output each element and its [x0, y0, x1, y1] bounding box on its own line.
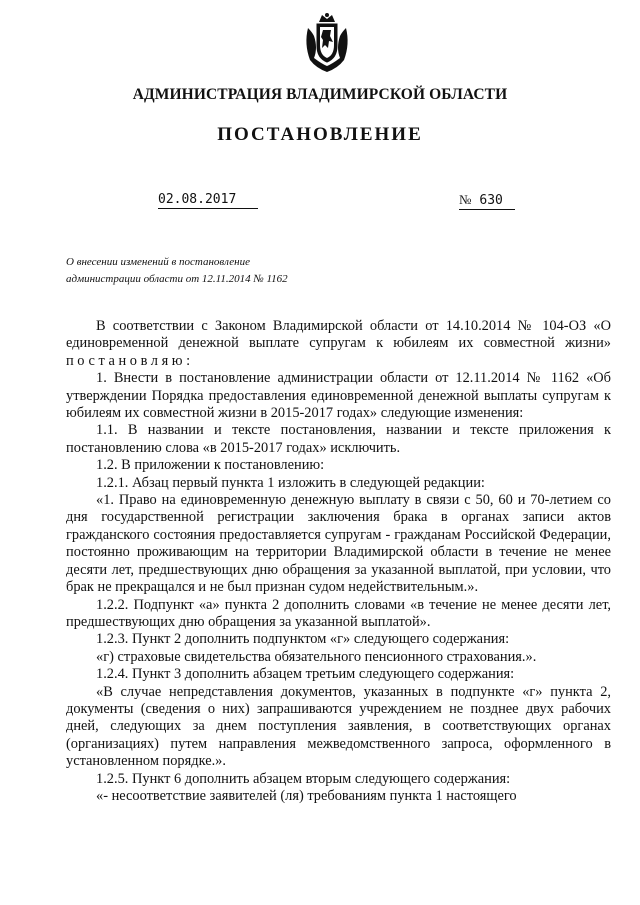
subject-line-2: администрации области от 12.11.2014 № 1162: [66, 273, 288, 285]
preamble-text: В соответствии с Законом Владимирской области от 14.10.2014 № 104-ОЗ «О единовременной денежной выплате супругам к юбилеям их совместной жизни»: [66, 318, 611, 352]
paragraph-1-2-3: 1.2.3. Пункт 2 дополнить подпунктом «г» следующего содержания:: [96, 631, 510, 648]
paragraph-1-2-5: 1.2.5. Пункт 6 дополнить абзацем вторым следующего содержания:: [96, 770, 511, 787]
paragraph-quote-2: «В случае непредставления документов, указанных в подпункте «г» пункта 2, документы (сведения о них) запрашиваются учреждением не позднее двух рабочих дней, следующих за днем поступления заявления, в соответствующих органах (организациях) путем направления межведомственного запроса, оформленного в установленном порядке.».: [66, 683, 611, 770]
paragraph-1-1: 1.1. В названии и тексте постановления, названии и тексте приложения к постановлению слова «в 2015-2017 годах» исключить.: [66, 422, 611, 456]
paragraph-1-2-4: 1.2.4. Пункт 3 дополнить абзацем третьим следующего содержания:: [96, 666, 515, 683]
document-number: 630: [479, 193, 503, 208]
paragraph-1-2-1: 1.2.1. Абзац первый пункта 1 изложить в следующей редакции:: [96, 474, 485, 491]
number-sign: №: [459, 192, 472, 207]
document-date: 02.08.2017: [158, 192, 258, 209]
organization-name: АДМИНИСТРАЦИЯ ВЛАДИМИРСКОЙ ОБЛАСТИ: [132, 86, 508, 103]
paragraph-quote-g: «г) страховые свидетельства обязательного пенсионного страхования.».: [96, 648, 537, 665]
coat-of-arms-icon: [302, 12, 352, 74]
document-body: [66, 318, 611, 805]
paragraph-quote-1: «1. Право на единовременную денежную выплату в связи с 50, 60 и 70-летием со дня государственной регистрации заключения брака в органах записи актов гражданского состояния предоставляется супругам - гражданам Российской Федерации, постоянно проживающим на территории Владимирской области в течение не менее десяти лет, предшествующих дню обращения за указанной выплатой, при условии, что брак не прекращался и не был признан судом недействительным.».: [66, 492, 611, 596]
paragraph-1: 1. Внести в постановление администрации области от 12.11.2014 № 1162 «Об утверждении Порядка предоставления единовременной денежной выплаты супругам к юбилеям их совместной жизни в 2015-2017 годах» следующие изменения:: [66, 370, 611, 422]
paragraph-quote-3: «- несоответствие заявителей (ля) требованиям пункта 1 настоящего: [96, 787, 517, 804]
document-type: ПОСТАНОВЛЕНИЕ: [217, 124, 423, 145]
document-subject: [66, 254, 386, 288]
paragraph-1-2-2: 1.2.2. Подпункт «а» пункта 2 дополнить словами «в течение не менее десяти лет, предшествующих дню обращения за указанной выплатой».: [66, 596, 611, 630]
subject-line-1: О внесении изменений в постановление: [66, 256, 250, 268]
document-number-field: [459, 192, 515, 210]
resolve-word: постановляю:: [66, 352, 194, 369]
paragraph-1-2: 1.2. В приложении к постановлению:: [96, 457, 325, 474]
paragraph-preamble: [66, 318, 611, 370]
